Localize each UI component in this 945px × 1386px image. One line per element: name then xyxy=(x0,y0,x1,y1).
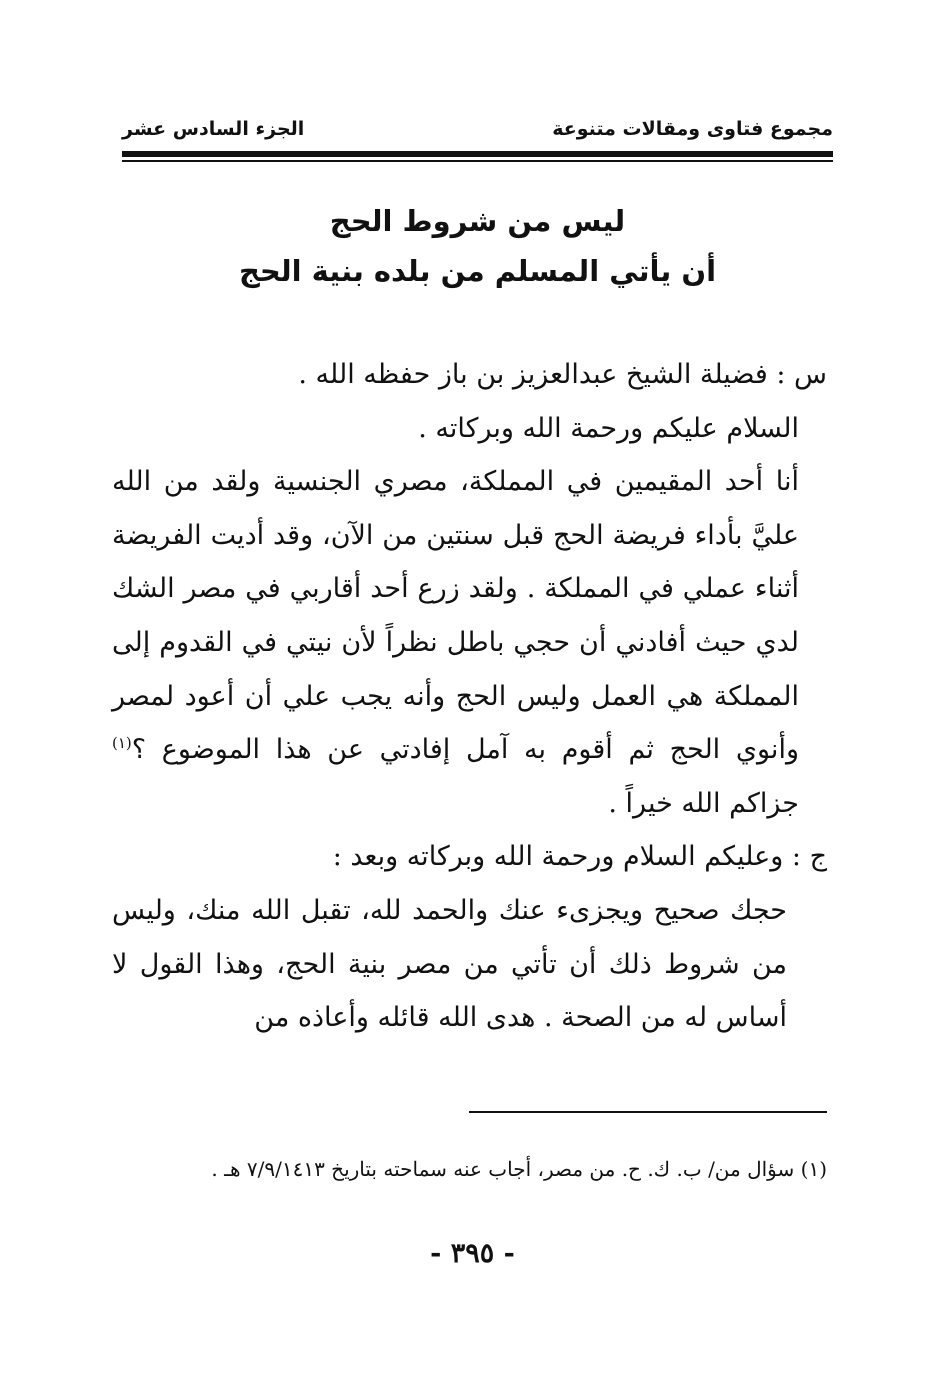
question-text: أنا أحد المقيمين في المملكة، مصري الجنسية ولقد من الله عليَّ بأداء فريضة الحج قبل سنتين من الآن، وقد أديت الفريضة أثناء عملي في المملكة . ولقد زرع أحد أقاربي في مصر الشك لدي حيث أفادني أن حجي باطل نظراً لأن نيتي في القدوم إلى المملكة هي العمل وليس الحج وأنه يجب علي أن أعود لمصر وأنوي الحج ثم أقوم به آمل إفادتي عن هذا الموضوع ؟ xyxy=(112,466,799,766)
page-number: - ٣٩٥ - xyxy=(430,1238,515,1269)
header-rule-thick xyxy=(122,151,833,157)
question-address: س : فضيلة الشيخ عبدالعزيز بن باز حفظه الله . xyxy=(298,359,827,390)
header-rule-thin xyxy=(122,160,833,162)
book-title: مجموع فتاوى ومقالات متنوعة xyxy=(552,118,833,140)
answer-body: حجك صحيح ويجزىء عنك والحمد لله، تقبل الله منك، وليس من شروط ذلك أن تأتي من مصر بنية الحج، وهذا القول لا أساس له من الصحة . هدى الله قائله وأعاذه من xyxy=(112,894,787,1034)
running-header xyxy=(122,112,833,146)
footnote-separator xyxy=(469,1111,827,1113)
footnote-reference: (١) xyxy=(112,734,132,753)
title-line-2: أن يأتي المسلم من بلده بنية الحج xyxy=(238,254,717,288)
article-title xyxy=(122,196,833,296)
footnote xyxy=(115,1150,827,1188)
article-body xyxy=(112,348,827,1045)
question-closing: جزاكم الله خيراً . xyxy=(608,787,799,819)
volume-label: الجزء السادس عشر xyxy=(122,118,305,140)
question-greeting: السلام عليكم ورحمة الله وبركاته . xyxy=(418,412,799,444)
question-body xyxy=(112,455,827,830)
title-line-1: ليس من شروط الحج xyxy=(329,204,626,238)
footnote-text: (١) سؤال من/ ب. ك. ح. من مصر، أجاب عنه سماحته بتاريخ ٧/٩/١٤١٣ هـ . xyxy=(211,1157,827,1181)
answer-opening: ج : وعليكم السلام ورحمة الله وبركاته وبعد : xyxy=(332,841,827,873)
